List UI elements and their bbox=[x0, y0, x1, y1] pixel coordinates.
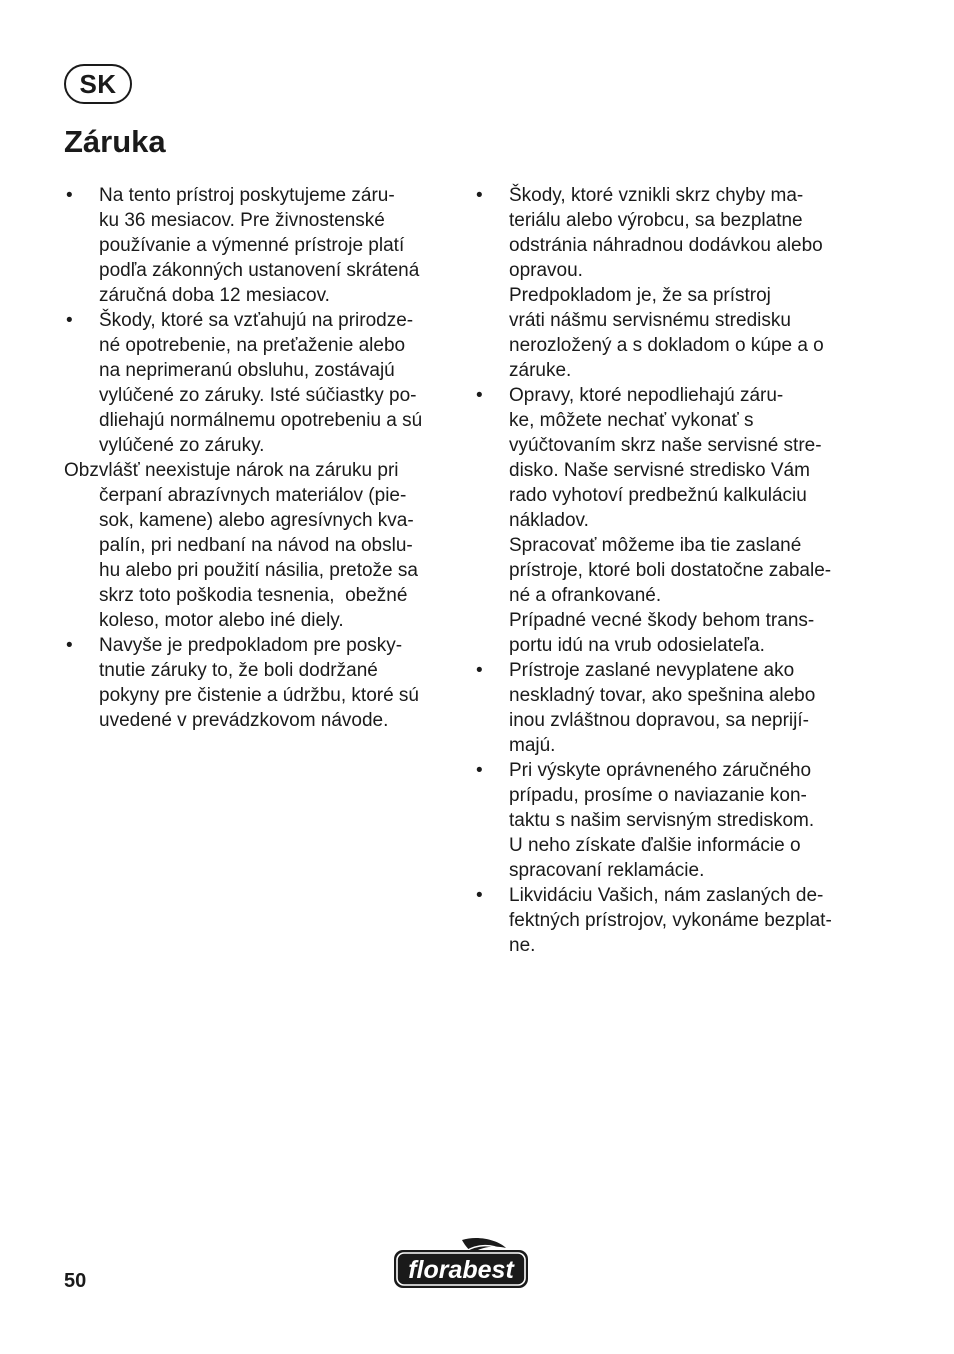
text-line: Škody, ktoré vznikli skrz chyby ma- bbox=[509, 185, 804, 206]
logo-wordmark: florabest bbox=[408, 1256, 514, 1284]
text-line: Obzvlášť neexistuje nárok na záruku pri bbox=[64, 460, 399, 481]
language-badge bbox=[64, 64, 132, 104]
text-line: sok, kamene) alebo agresívnych kva- bbox=[99, 510, 414, 531]
page-title: Záruka bbox=[64, 124, 166, 159]
bullet-item bbox=[474, 658, 870, 758]
text-line: neskladný tovar, ako spešnina alebo bbox=[509, 685, 816, 706]
text-line: vylúčené zo záruky. bbox=[99, 435, 265, 456]
bullet-icon: • bbox=[476, 660, 483, 681]
text-line: Na tento prístroj poskytujeme záru- bbox=[99, 185, 395, 206]
text-line: disko. Naše servisné stredisko Vám bbox=[509, 460, 810, 481]
text-line: Pri výskyte oprávneného záručného bbox=[509, 760, 812, 781]
text-line: Škody, ktoré sa vzťahujú na prirodze- bbox=[99, 310, 414, 331]
text-line: uvedené v prevádzkovom návode. bbox=[99, 710, 389, 731]
bullet-icon: • bbox=[476, 385, 483, 406]
text-line: rado vyhotoví predbežnú kalkuláciu bbox=[509, 485, 807, 506]
text-line: majú. bbox=[509, 735, 556, 756]
text-line: ke, môžete nechať vykonať s bbox=[509, 410, 754, 431]
text-line: Prípadné vecné škody behom trans- bbox=[509, 610, 815, 631]
text-line: na neprimeranú obsluhu, zostávajú bbox=[99, 360, 395, 381]
text-line: hu alebo pri použití násilia, pretože sa bbox=[99, 560, 418, 581]
bullet-item bbox=[64, 183, 456, 308]
text-line: ne. bbox=[509, 935, 536, 956]
bullet-icon: • bbox=[476, 185, 483, 206]
text-line: záruke. bbox=[509, 360, 572, 381]
bullet-item bbox=[64, 633, 456, 733]
text-line: prípadu, prosíme o naviazanie kon- bbox=[509, 785, 807, 806]
text-line: nerozložený a s dokladom o kúpe a o bbox=[509, 335, 824, 356]
bullet-icon: • bbox=[66, 635, 73, 656]
text-line: Opravy, ktoré nepodliehajú záru- bbox=[509, 385, 784, 406]
text-line: vyúčtovaním skrz naše servisné stre- bbox=[509, 435, 822, 456]
text-line: pokyny pre čistenie a údržbu, ktoré sú bbox=[99, 685, 420, 706]
text-line: nákladov. bbox=[509, 510, 589, 531]
text-line: portu idú na vrub odosielateľa. bbox=[509, 635, 765, 656]
text-line: palín, pri nedbaní na návod na obslu- bbox=[99, 535, 413, 556]
bullet-icon: • bbox=[66, 310, 73, 331]
florabest-logo bbox=[392, 1236, 530, 1292]
text-line: tnutie záruky to, že boli dodržané bbox=[99, 660, 378, 681]
left-column bbox=[64, 183, 456, 733]
language-code: SK bbox=[79, 69, 117, 99]
page-number: 50 bbox=[64, 1270, 87, 1292]
text-line: používanie a výmenné prístroje platí bbox=[99, 235, 405, 256]
text-line: U neho získate ďalšie informácie o bbox=[509, 835, 801, 856]
text-line: teriálu alebo výrobcu, sa bezplatne bbox=[509, 210, 803, 231]
text-line: koleso, motor alebo iné diely. bbox=[99, 610, 344, 631]
text-line: čerpaní abrazívnych materiálov (pie- bbox=[99, 485, 407, 506]
text-line: ku 36 mesiacov. Pre živnostenské bbox=[99, 210, 385, 231]
text-line: Likvidáciu Vašich, nám zaslaných de- bbox=[509, 885, 824, 906]
text-line: inou zvláštnou dopravou, sa neprijí- bbox=[509, 710, 809, 731]
text-line: skrz toto poškodia tesnenia, obežné bbox=[99, 585, 408, 606]
text-line: né opotrebenie, na preťaženie alebo bbox=[99, 335, 406, 356]
text-line: opravou. bbox=[509, 260, 583, 281]
bullet-icon: • bbox=[66, 185, 73, 206]
text-line: Spracovať môžeme iba tie zaslané bbox=[509, 535, 802, 556]
bullet-item bbox=[474, 183, 870, 383]
bullet-icon: • bbox=[476, 885, 483, 906]
bullet-item bbox=[474, 383, 870, 658]
text-line: vráti nášmu servisnému stredisku bbox=[509, 310, 791, 331]
text-line: podľa zákonných ustanovení skrátená bbox=[99, 260, 420, 281]
bullet-icon: • bbox=[476, 760, 483, 781]
bullet-item bbox=[64, 308, 456, 458]
right-column bbox=[474, 183, 870, 958]
bullet-item bbox=[474, 883, 870, 958]
bullet-item bbox=[474, 758, 870, 883]
text-line: záručná doba 12 mesiacov. bbox=[99, 285, 330, 306]
text-line: vylúčené zo záruky. Isté súčiastky po- bbox=[99, 385, 417, 406]
text-line: prístroje, ktoré boli dostatočne zabale- bbox=[509, 560, 832, 581]
paragraph bbox=[64, 458, 456, 633]
text-line: dliehajú normálnemu opotrebeniu a sú bbox=[99, 410, 423, 431]
text-line: Predpokladom je, že sa prístroj bbox=[509, 285, 771, 306]
text-line: spracovaní reklamácie. bbox=[509, 860, 705, 881]
text-line: Prístroje zaslané nevyplatene ako bbox=[509, 660, 795, 681]
text-line: fektných prístrojov, vykonáme bezplat- bbox=[509, 910, 832, 931]
text-line: odstránia náhradnou dodávkou alebo bbox=[509, 235, 823, 256]
text-line: Navyše je predpokladom pre posky- bbox=[99, 635, 403, 656]
text-line: taktu s našim servisným strediskom. bbox=[509, 810, 815, 831]
text-line: né a ofrankované. bbox=[509, 585, 662, 606]
